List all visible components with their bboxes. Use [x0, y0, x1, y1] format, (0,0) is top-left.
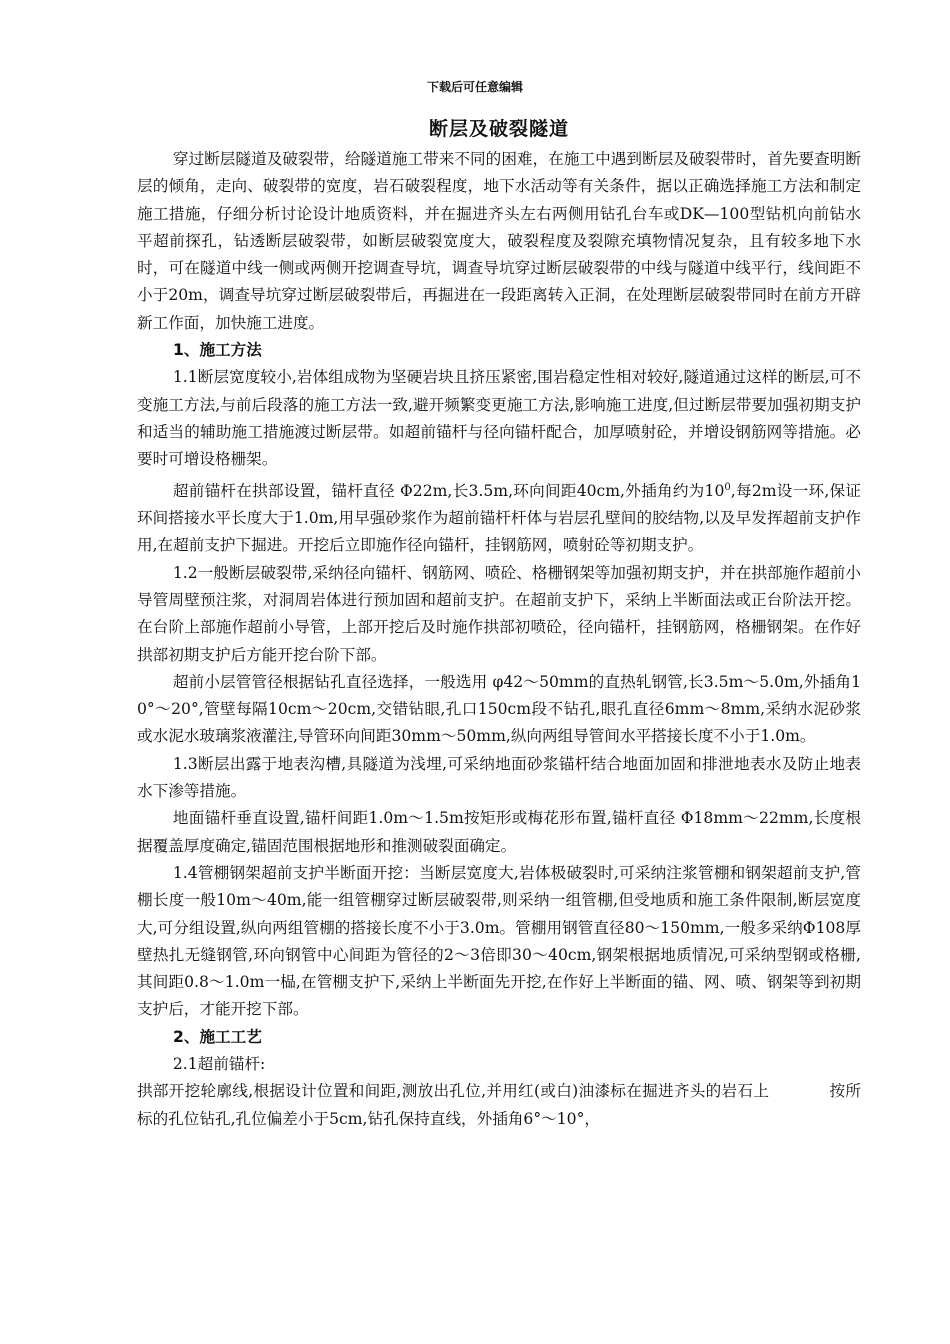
section-heading-process: 2、施工工艺 — [173, 1027, 262, 1046]
paragraph-1-4: 1.4管棚钢架超前支护半断面开挖：当断层宽度大,岩体极破裂时,可采纳注浆管棚和钢架超前支护,管棚长度一般10m～40m,能一组管棚穿过断层破裂带,则采纳一组管棚,但受地质和施工条件限制,断层宽度大,可分组设置,纵向两组管棚的搭接长度不小于3.0m。管棚用钢管直径80～150mm,一般多采纳Φ108厚壁热扎无缝钢管,环向钢管中心间距为管径的2～3倍即30～40cm,钢架根据地质情况,可采纳型钢或格栅,其间距0.8～1.0m一榀,在管棚支护下,采纳上半断面先开挖,在作好上半断面的锚、网、喷、钢架等到初期支护后，才能开挖下部。 — [137, 863, 861, 1019]
paragraph-1-1-anchor-text-a: 超前锚杆在拱部设置，锚杆直径 Φ22m,长3.5m,环向间距40cm,外插角约为10 — [172, 481, 725, 500]
document-title: 断层及破裂隧道 — [428, 118, 569, 140]
paragraph-2-1-body-a: 拱部开挖轮廓线,根据设计位置和间距,测放出孔位,并用红(或白)油漆标在掘进齐头的岩石上 — [137, 1082, 770, 1101]
section-heading-methods: 1、施工方法 — [173, 341, 262, 360]
paragraph-1-1-anchor-text-b: ,每2m设一环,保证环间搭接水平长度大于1.0m,用早强砂浆作为超前锚杆杆体与岩层孔壁间的胶结物,以及早发挥超前支护作用,在超前支护下掘进。开挖后立即施作径向锚杆，挂钢筋网，喷射砼等初期支护。 — [137, 481, 861, 555]
degree-superscript: 0 — [724, 481, 731, 493]
paragraph-1-2-pipe: 超前小层管管径根据钻孔直径选择，一般选用 φ42～50mm的直热轧钢管,长3.5m～5.0m,外插角10°～20°,管壁每隔10cm～20cm,交错钻眼,孔口150cm段不钻孔,眼孔直径6mm～8mm,采纳水泥砂浆或水泥水玻璃浆液灌注,导管环向间距30mm～50mm,纵向两组导管间水平搭接长度不小于1.0m。 — [137, 672, 861, 746]
paragraph-1-1-anchor — [137, 474, 861, 560]
intro-paragraph: 穿过断层隧道及破裂带，给隧道施工带来不同的困难，在施工中遇到断层及破裂带时，首先要查明断层的倾角，走向、破裂带的宽度，岩石破裂程度，地下水活动等有关条件，据以正确选择施工方法和制定施工措施，仔细分析讨论设计地质资料，并在掘进齐头左右两侧用钻孔台车或DK—100型钻机向前钻水平超前探孔，钻透断层破裂带，如断层破裂宽度大，破裂程度及裂隙充填物情况复杂，且有较多地下水时，可在隧道中线一侧或两侧开挖调查导坑，调查导坑穿过断层破裂带的中线与隧道中线平行，线间距不小于20m，调查导坑穿过断层破裂带后，再掘进在一段距离转入正洞，在处理断层破裂带同时在前方开辟新工作面，加快施工进度。 — [137, 150, 861, 332]
paragraph-2-1-body-b: 按所标的孔位钻孔,孔位偏差小于5cm,钻孔保持直线，外插角6°～10°， — [137, 1082, 861, 1128]
header-note: 下载后可任意编辑 — [426, 80, 523, 94]
paragraph-2-1: 2.1超前锚杆: — [172, 1054, 266, 1073]
paragraph-1-3-anchor: 地面锚杆垂直设置,锚杆间距1.0m～1.5m按矩形或梅花形布置,锚杆直径 Φ18mm～22mm,长度根据覆盖厚度确定,锚固范围根据地形和推测破裂面确定。 — [137, 809, 861, 855]
paragraph-1-3: 1.3断层出露于地表沟槽,具隧道为浅埋,可采纳地面砂浆锚杆结合地面加固和排泄地表水及防止地表水下渗等措施。 — [137, 754, 861, 801]
paragraph-1-2: 1.2一般断层破裂带,采纳径向锚杆、钢筋网、喷砼、格栅钢架等加强初期支护，并在拱部施作超前小导管周壁预注浆，对洞周岩体进行预加固和超前支护。在超前支护下，采纳上半断面法或正台阶法开挖。在台阶上部施作超前小导管，上部开挖后及时施作拱部初喷砼，径向锚杆，挂钢筋网，格栅钢架。在作好拱部初期支护后方能开挖台阶下部。 — [137, 563, 861, 664]
paragraph-1-1: 1.1断层宽度较小,岩体组成物为坚硬岩块且挤压紧密,围岩稳定性相对较好,隧道通过这样的断层,可不变施工方法,与前后段落的施工方法一致,避开频繁变更施工方法,影响施工进度,但过断层带要加强初期支护和适当的辅助施工措施渡过断层带。如超前锚杆与径向锚杆配合，加厚喷射砼，并增设钢筋网等措施。必要时可增设格栅架。 — [137, 368, 861, 469]
document-body — [137, 112, 861, 1133]
paragraph-2-1-body — [137, 1078, 861, 1133]
